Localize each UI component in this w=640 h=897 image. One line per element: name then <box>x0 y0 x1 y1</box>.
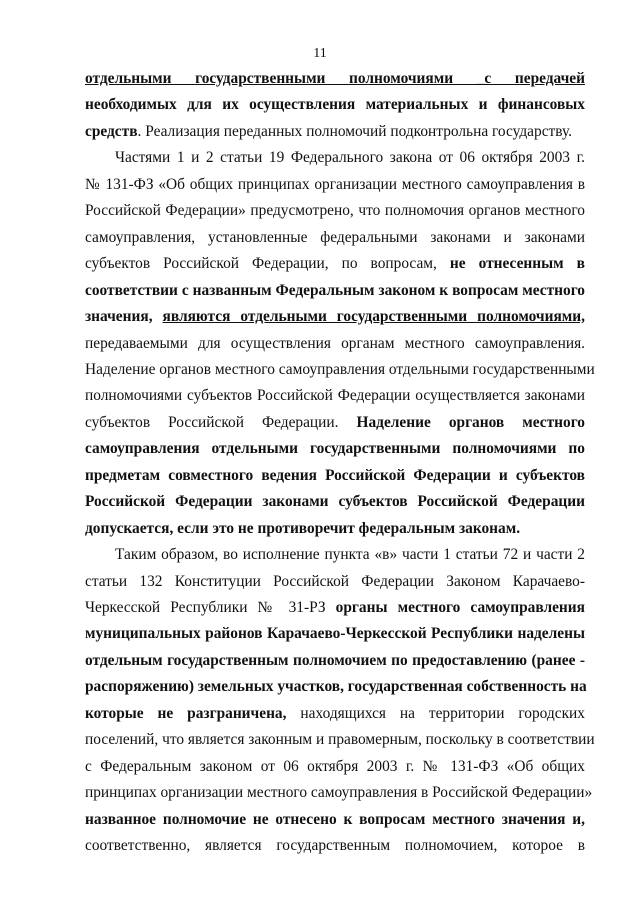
text-segment: отдельным государственным полномочием по предоставлению (ранее - <box>85 651 585 669</box>
text-segment: названное полномочие не отнесено к вопросам местного значения и, <box>85 810 585 828</box>
text-segment: поселений, что является законным и правомерным, поскольку в соответствии <box>85 731 595 749</box>
text-line <box>85 492 585 512</box>
text-line <box>85 677 585 697</box>
text-line <box>85 122 585 142</box>
text-segment: Черкесской Республики № 31-РЗ <box>85 599 336 616</box>
text-line <box>85 228 585 248</box>
text-segment: Частями 1 и 2 статьи 19 Федерального закона от 06 октября 2003 г. <box>115 149 585 167</box>
text-line <box>85 836 585 856</box>
text-line <box>85 466 585 486</box>
text-segment: муниципальных районов Карачаево-Черкесской Республики наделены <box>85 625 585 643</box>
text-segment: соответствии с названным Федеральным законом к вопросам местного <box>85 281 585 299</box>
text-line <box>85 439 585 459</box>
text-segment: Российской Федерации» предусмотрено, что полномочия органов местного <box>85 202 585 220</box>
text-segment: самоуправления, установленные федеральными законами и законами <box>85 228 585 246</box>
text-line <box>85 810 585 830</box>
text-segment: полномочиями субъектов Российской Федерации осуществляется законами <box>85 387 585 405</box>
text-line <box>85 307 585 327</box>
text-line <box>85 95 585 115</box>
text-segment: находящихся на территории городских <box>300 704 585 722</box>
text-line <box>85 651 585 671</box>
text-line <box>85 69 585 89</box>
text-segment: статьи 132 Конституции Российской Федерации Законом Карачаево- <box>85 572 585 590</box>
text-line <box>85 201 585 221</box>
text-segment: органы местного самоуправления <box>335 599 585 616</box>
text-line <box>85 572 585 592</box>
text-segment: значения, <box>85 308 163 326</box>
text-segment: № 131-ФЗ «Об общих принципах организации местного самоуправления в <box>85 175 585 193</box>
text-segment: субъектов Российской Федерации, по вопросам, <box>85 255 450 273</box>
text-segment: самоуправления отдельными государственными полномочиями по <box>85 440 585 458</box>
text-segment: не отнесенным в <box>449 255 585 273</box>
text-segment: субъектов Российской Федерации. <box>85 413 357 431</box>
text-line <box>85 624 585 644</box>
text-line <box>85 757 585 777</box>
text-segment: . Реализация переданных полномочий подконтрольна государству. <box>137 122 573 140</box>
text-segment: являются отдельными государственными полномочиями, <box>162 308 586 326</box>
text-segment: Российской Федерации законами субъектов Российской Федерации <box>85 493 585 511</box>
text-segment: распоряжению) земельных участков, государственная собственность на <box>85 678 587 696</box>
text-segment: передаваемыми для осуществления органам местного самоуправления. <box>85 334 585 352</box>
text-line <box>85 386 585 406</box>
text-segment: отдельными государственными полномочиями _с передачей <box>85 70 585 87</box>
text-segment: Наделение органов местного самоуправления отдельными государственными <box>85 360 595 378</box>
text-segment: допускается, если это не противоречит федеральным законам. <box>85 519 521 537</box>
text-line <box>85 360 595 380</box>
text-line <box>115 545 585 565</box>
text-line <box>85 175 585 195</box>
page-number: 11 <box>313 46 327 61</box>
text-segment: средств <box>85 122 138 140</box>
text-segment: соответственно, является государственным полномочием, которое в <box>85 837 585 855</box>
text-segment: принципах организации местного самоуправления в Российской Федерации» <box>85 784 593 802</box>
text-segment: необходимых для их осуществления материальных и финансовых <box>85 96 585 114</box>
text-line <box>85 730 595 750</box>
text-line <box>85 281 585 301</box>
text-segment: которые не разграничена, <box>85 704 301 722</box>
text-line <box>85 519 585 539</box>
text-line <box>85 598 585 618</box>
text-segment: Наделение органов местного <box>356 413 585 431</box>
text-line <box>85 783 593 803</box>
text-line <box>85 413 585 433</box>
text-segment: Таким образом, во исполнение пункта «в» части 1 статьи 72 и части 2 <box>115 546 585 564</box>
text-line <box>85 704 585 724</box>
text-line <box>115 148 585 168</box>
text-segment: предметам совместного ведения Российской Федерации и субъектов <box>85 466 585 484</box>
text-segment: с Федеральным законом от 06 октября 2003 г. № 131-ФЗ «Об общих <box>85 757 585 775</box>
text-line <box>85 334 585 354</box>
text-line <box>85 254 585 274</box>
